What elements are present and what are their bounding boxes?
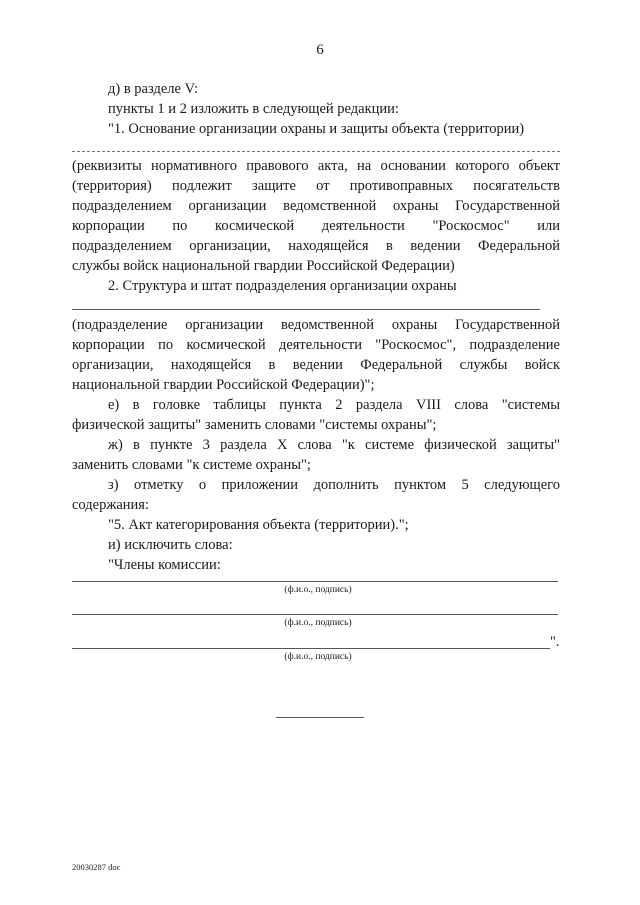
signature-line (72, 648, 550, 649)
text-line: (территория) подлежит защите от противоправных посягательств (72, 178, 560, 194)
fill-line (72, 309, 540, 310)
text-line: корпорации по космической деятельности "Роскосмос" или (72, 218, 560, 234)
text-line: пункты 1 и 2 изложить в следующей редакции: (108, 101, 399, 117)
text-line: физической защиты" заменить словами "системы охраны"; (72, 417, 437, 433)
text-line: подразделением организации, находящейся в ведении Федеральной (72, 238, 560, 254)
text-line: "Члены комиссии: (108, 557, 221, 573)
page-number: 6 (316, 42, 324, 58)
text-line: подразделением организации ведомственной охраны Государственной (72, 198, 560, 214)
text-line: (подразделение организации ведомственной охраны Государственной (72, 317, 560, 333)
text-line: е) в головке таблицы пункта 2 раздела VIII слова "системы (108, 397, 560, 413)
text-line: "1. Основание организации охраны и защиты объекта (территории) (108, 121, 525, 137)
text-line: д) в разделе V: (108, 81, 198, 97)
text-line: службы войск национальной гвардии Российской Федерации) (72, 258, 455, 274)
text-line: заменить словами "к системе охраны"; (72, 457, 311, 473)
text-line: 2. Структура и штат подразделения организации охраны (108, 278, 457, 294)
signature-caption: (ф.и.о., подпись) (284, 652, 352, 662)
signature-caption: (ф.и.о., подпись) (284, 585, 352, 595)
fill-line (72, 151, 560, 152)
footer-doc-id: 20030287 doc (72, 862, 121, 872)
text-line: (реквизиты нормативного правового акта, на основании которого объект (72, 158, 560, 174)
text-line: з) отметку о приложении дополнить пунктом 5 следующего (108, 477, 560, 493)
text-line: содержания: (72, 497, 150, 513)
text-line: ж) в пункте 3 раздела X слова "к системе физической защиты" (108, 437, 560, 453)
signature-caption: (ф.и.о., подпись) (284, 618, 352, 628)
signature-line (72, 581, 558, 582)
text-line: и) исключить слова: (108, 537, 233, 553)
text-line: организации, находящейся в ведении Федеральной службы войск (72, 357, 560, 373)
text-line: национальной гвардии Российской Федерации)"; (72, 377, 375, 393)
end-rule (276, 717, 364, 718)
signature-line (72, 614, 558, 615)
text-line: корпорации по космической деятельности "Роскосмос", подразделение (72, 337, 560, 353)
text-line: "5. Акт категорирования объекта (территории)."; (108, 517, 409, 533)
closing-quote: ". (550, 634, 560, 650)
